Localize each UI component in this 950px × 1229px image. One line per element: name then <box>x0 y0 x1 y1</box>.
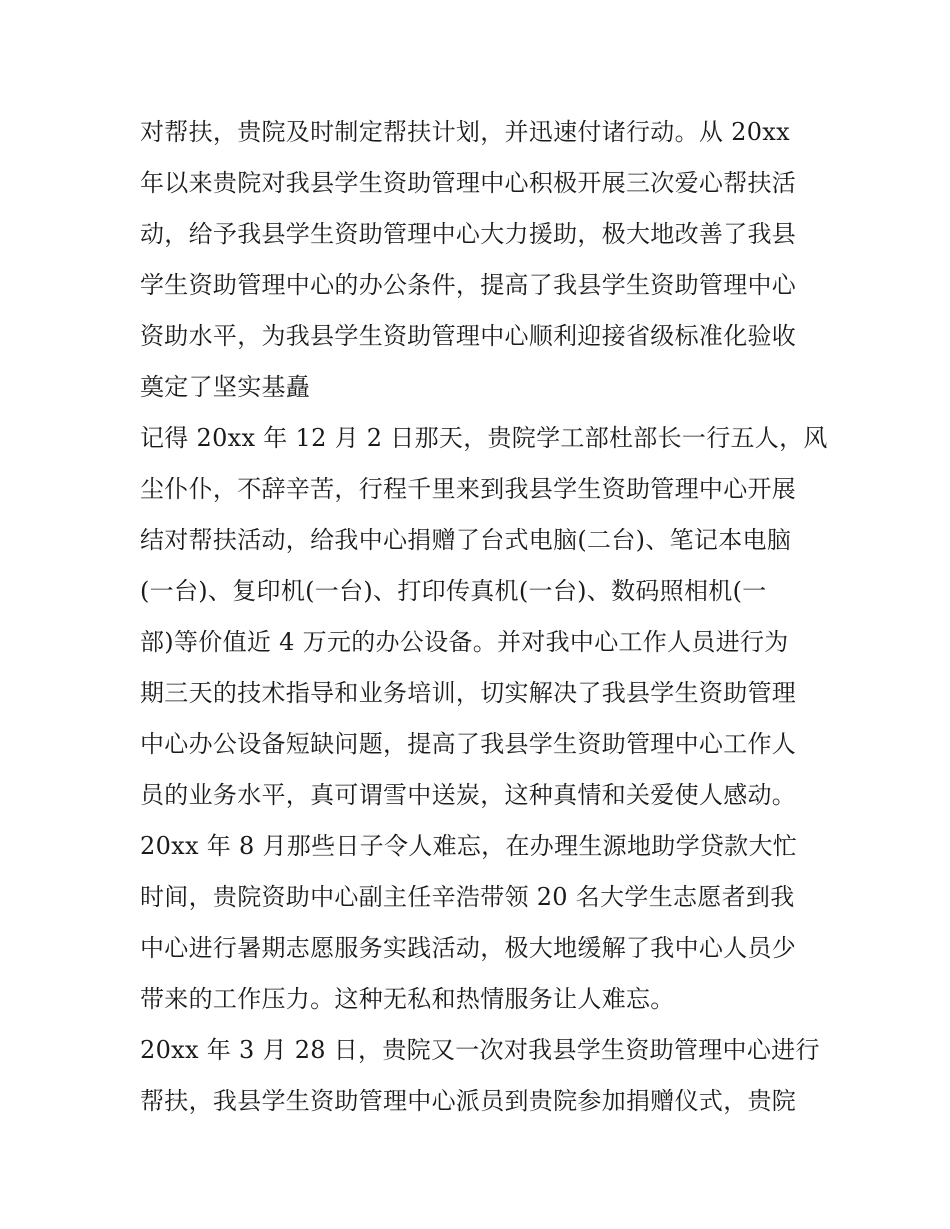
text-line: 帮扶，我县学生资助管理中心派员到贵院参加捐赠仪式，贵院 <box>140 1087 797 1115</box>
text-line: 记得 20xx 年 12 月 2 日那天，贵院学工部杜部长一行五人，风 <box>140 424 828 452</box>
text-line: 员的业务水平，真可谓雪中送炭，这种真情和关爱使人感动。 <box>140 781 797 809</box>
text-line: 奠定了坚实基矗 <box>140 373 311 401</box>
text-line: 中心办公设备短缺问题，提高了我县学生资助管理中心工作人 <box>140 730 797 758</box>
text-line: 尘仆仆，不辞辛苦，行程千里来到我县学生资助管理中心开展 <box>140 475 797 503</box>
text-line: 学生资助管理中心的办公条件，提高了我县学生资助管理中心 <box>140 271 797 299</box>
text-line: 期三天的技术指导和业务培训，切实解决了我县学生资助管理 <box>140 679 797 707</box>
text-line: 中心进行暑期志愿服务实践活动，极大地缓解了我中心人员少 <box>140 934 797 962</box>
text-line: (一台)、复印机(一台)、打印传真机(一台)、数码照相机(一 <box>140 577 767 605</box>
text-line: 年以来贵院对我县学生资助管理中心积极开展三次爱心帮扶活 <box>140 169 797 197</box>
text-line: 结对帮扶活动，给我中心捐赠了台式电脑(二台)、笔记本电脑 <box>140 526 792 554</box>
document-body <box>140 107 828 1127</box>
text-line: 部)等价值近 4 万元的办公设备。并对我中心工作人员进行为 <box>140 628 789 656</box>
text-line: 20xx 年 3 月 28 日，贵院又一次对我县学生资助管理中心进行 <box>140 1036 820 1064</box>
text-line: 对帮扶，贵院及时制定帮扶计划，并迅速付诸行动。从 20xx <box>140 118 790 146</box>
text-line: 时间，贵院资助中心副主任辛浩带领 20 名大学生志愿者到我 <box>140 883 795 911</box>
text-line: 带来的工作压力。这种无私和热情服务让人难忘。 <box>140 985 675 1013</box>
text-line: 动，给予我县学生资助管理中心大力援助，极大地改善了我县 <box>140 220 797 248</box>
text-line: 资助水平，为我县学生资助管理中心顺利迎接省级标准化验收 <box>140 322 797 350</box>
text-line: 20xx 年 8 月那些日子令人难忘，在办理生源地助学贷款大忙 <box>140 832 798 860</box>
